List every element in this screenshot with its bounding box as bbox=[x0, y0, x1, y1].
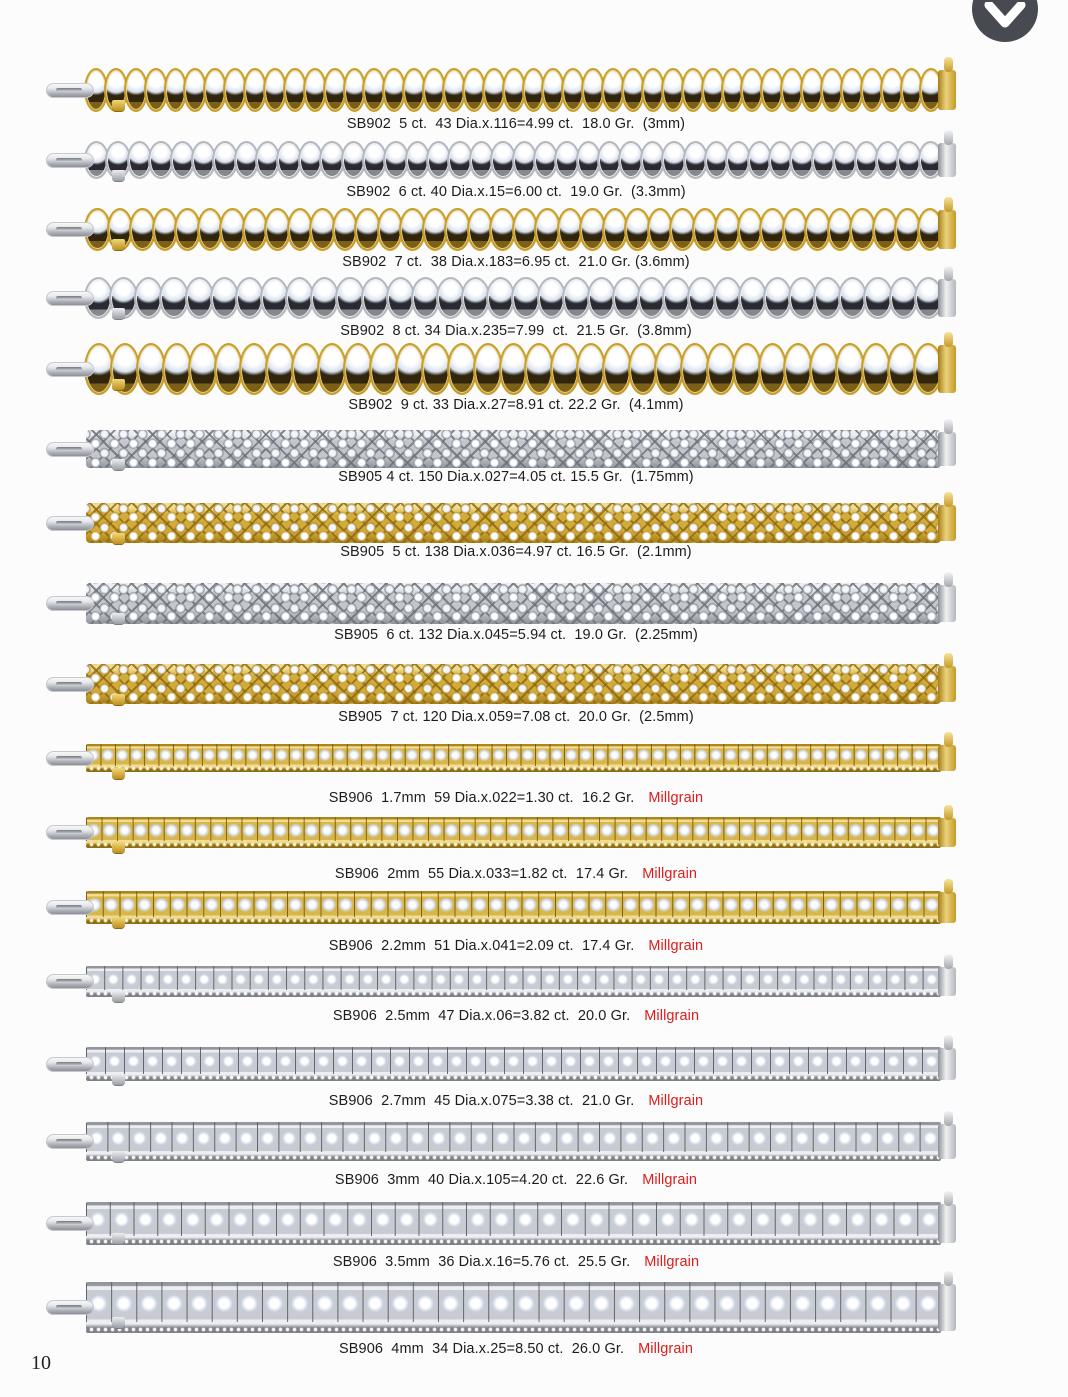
bracelet-caption: SB905 5 ct. 138 Dia.x.036=4.97 ct. 16.5 Gr. (2.1mm) bbox=[340, 544, 692, 560]
bracelet-endcap bbox=[938, 1204, 956, 1244]
bracelet-image bbox=[46, 744, 956, 772]
bracelet-endcap bbox=[938, 1124, 956, 1160]
bracelet-caption: SB906 2mm 55 Dia.x.033=1.82 ct. 17.4 Gr. Millgrain bbox=[334, 866, 698, 882]
page-number: 10 bbox=[31, 1352, 51, 1374]
bracelet-endcap bbox=[938, 505, 956, 542]
bracelet-clasp bbox=[46, 677, 94, 692]
bracelet-caption: SB905 7 ct. 120 Dia.x.059=7.08 ct. 20.0 Gr. (2.5mm) bbox=[338, 709, 694, 725]
bracelet-clasp bbox=[46, 291, 94, 306]
bracelet-safety-tag bbox=[112, 917, 125, 928]
bracelet-endcap bbox=[938, 210, 956, 250]
bracelet-caption: SB906 3.5mm 36 Dia.x.16=5.76 ct. 25.5 Gr. Millgrain bbox=[332, 1254, 700, 1270]
bracelet-endcap bbox=[938, 345, 956, 393]
bracelet-endcap bbox=[938, 432, 956, 467]
bracelet-caption: SB906 3mm 40 Dia.x.105=4.20 ct. 22.6 Gr. Millgrain bbox=[334, 1172, 698, 1188]
bracelet-caption: SB905 6 ct. 132 Dia.x.045=5.94 ct. 19.0 Gr. (2.25mm) bbox=[334, 627, 698, 643]
bracelet-image bbox=[46, 1122, 956, 1161]
bracelet-caption: SB906 4mm 34 Dia.x.25=8.50 ct. 26.0 Gr. Millgrain bbox=[339, 1341, 693, 1357]
bracelet-safety-tag bbox=[112, 1233, 125, 1244]
bracelet-image bbox=[46, 817, 956, 848]
bracelet-clasp bbox=[46, 596, 94, 611]
bracelet-image bbox=[46, 1047, 956, 1081]
bracelet-image bbox=[46, 891, 956, 924]
bracelet-endcap bbox=[938, 1284, 956, 1331]
bracelet-image bbox=[46, 1282, 956, 1333]
bracelet-endcap bbox=[938, 745, 956, 771]
bracelet-band bbox=[86, 583, 941, 624]
bracelet-caption: SB902 6 ct. 40 Dia.x.15=6.00 ct. 19.0 Gr. (3.3mm) bbox=[346, 184, 686, 200]
bracelet-band bbox=[86, 343, 941, 395]
bracelet-band bbox=[86, 430, 941, 468]
bracelet-band bbox=[86, 1122, 941, 1161]
bracelet-clasp bbox=[46, 900, 94, 915]
bracelet-caption: SB905 4 ct. 150 Dia.x.027=4.05 ct. 15.5 Gr. (1.75mm) bbox=[338, 469, 694, 485]
bracelet-image bbox=[46, 966, 956, 997]
bracelet-image bbox=[46, 583, 956, 624]
bracelet-image bbox=[46, 664, 956, 704]
bracelet-band bbox=[86, 277, 941, 319]
bracelet-safety-tag bbox=[112, 1317, 125, 1328]
scroll-down-button[interactable] bbox=[972, 0, 1038, 42]
bracelet-safety-tag bbox=[112, 1151, 125, 1162]
bracelet-clasp bbox=[46, 1216, 94, 1231]
bracelet-safety-tag bbox=[112, 170, 125, 181]
bracelet-image bbox=[46, 430, 956, 468]
bracelet-clasp bbox=[46, 974, 94, 989]
bracelet-safety-tag bbox=[112, 308, 125, 319]
bracelet-band bbox=[86, 966, 941, 997]
bracelet-band bbox=[86, 208, 941, 251]
bracelet-endcap bbox=[938, 585, 956, 623]
bracelet-clasp bbox=[46, 222, 94, 237]
bracelet-clasp bbox=[46, 83, 94, 98]
bracelet-band bbox=[86, 744, 941, 772]
bracelet-band bbox=[86, 817, 941, 848]
bracelet-endcap bbox=[938, 279, 956, 318]
bracelet-clasp bbox=[46, 1057, 94, 1072]
bracelet-endcap bbox=[938, 70, 956, 110]
bracelet-safety-tag bbox=[112, 991, 125, 1002]
bracelet-image bbox=[46, 503, 956, 543]
bracelet-safety-tag bbox=[112, 459, 125, 470]
bracelet-caption: SB902 7 ct. 38 Dia.x.183=6.95 ct. 21.0 Gr. (3.6mm) bbox=[342, 254, 690, 270]
bracelet-safety-tag bbox=[112, 379, 125, 390]
bracelet-endcap bbox=[938, 892, 956, 922]
bracelet-image bbox=[46, 141, 956, 179]
bracelet-clasp bbox=[46, 442, 94, 457]
bracelet-band bbox=[86, 664, 941, 704]
bracelet-safety-tag bbox=[112, 694, 125, 705]
bracelet-clasp bbox=[46, 153, 94, 168]
bracelet-caption: SB902 8 ct. 34 Dia.x.235=7.99 ct. 21.5 Gr. (3.8mm) bbox=[340, 323, 692, 339]
bracelet-endcap bbox=[938, 818, 956, 847]
bracelet-safety-tag bbox=[112, 239, 125, 250]
bracelet-clasp bbox=[46, 825, 94, 840]
bracelet-image bbox=[46, 343, 956, 395]
bracelet-clasp bbox=[46, 751, 94, 766]
bracelet-image bbox=[46, 208, 956, 251]
bracelet-clasp bbox=[46, 362, 94, 377]
bracelet-clasp bbox=[46, 1134, 94, 1149]
bracelet-caption: SB906 2.2mm 51 Dia.x.041=2.09 ct. 17.4 Gr. Millgrain bbox=[328, 938, 704, 954]
bracelet-endcap bbox=[938, 666, 956, 703]
bracelet-band bbox=[86, 1202, 941, 1245]
bracelet-band bbox=[86, 68, 941, 112]
bracelet-clasp bbox=[46, 516, 94, 531]
bracelet-safety-tag bbox=[112, 768, 125, 779]
bracelet-safety-tag bbox=[112, 533, 125, 544]
bracelet-safety-tag bbox=[112, 1074, 125, 1085]
bracelet-endcap bbox=[938, 1048, 956, 1079]
bracelet-caption: SB906 2.5mm 47 Dia.x.06=3.82 ct. 20.0 Gr. Millgrain bbox=[332, 1008, 700, 1024]
bracelet-image bbox=[46, 68, 956, 112]
bracelet-image bbox=[46, 1202, 956, 1245]
bracelet-caption: SB906 2.7mm 45 Dia.x.075=3.38 ct. 21.0 Gr. Millgrain bbox=[328, 1093, 704, 1109]
bracelet-endcap bbox=[938, 143, 956, 178]
bracelet-caption: SB906 1.7mm 59 Dia.x.022=1.30 ct. 16.2 Gr. Millgrain bbox=[328, 790, 704, 806]
chevron-down-icon bbox=[984, 2, 1026, 30]
bracelet-band bbox=[86, 503, 941, 543]
bracelet-clasp bbox=[46, 1300, 94, 1315]
bracelet-safety-tag bbox=[112, 613, 125, 624]
bracelet-safety-tag bbox=[112, 842, 125, 853]
bracelet-caption: SB902 5 ct. 43 Dia.x.116=4.99 ct. 18.0 Gr. (3mm) bbox=[346, 116, 686, 132]
bracelet-band bbox=[86, 1282, 941, 1333]
bracelet-band bbox=[86, 891, 941, 924]
bracelet-caption: SB902 9 ct. 33 Dia.x.27=8.91 ct. 22.2 Gr. (4.1mm) bbox=[348, 397, 684, 413]
bracelet-image bbox=[46, 277, 956, 319]
bracelet-endcap bbox=[938, 967, 956, 996]
bracelet-safety-tag bbox=[112, 100, 125, 111]
bracelet-band bbox=[86, 1047, 941, 1081]
bracelet-band bbox=[86, 141, 941, 179]
